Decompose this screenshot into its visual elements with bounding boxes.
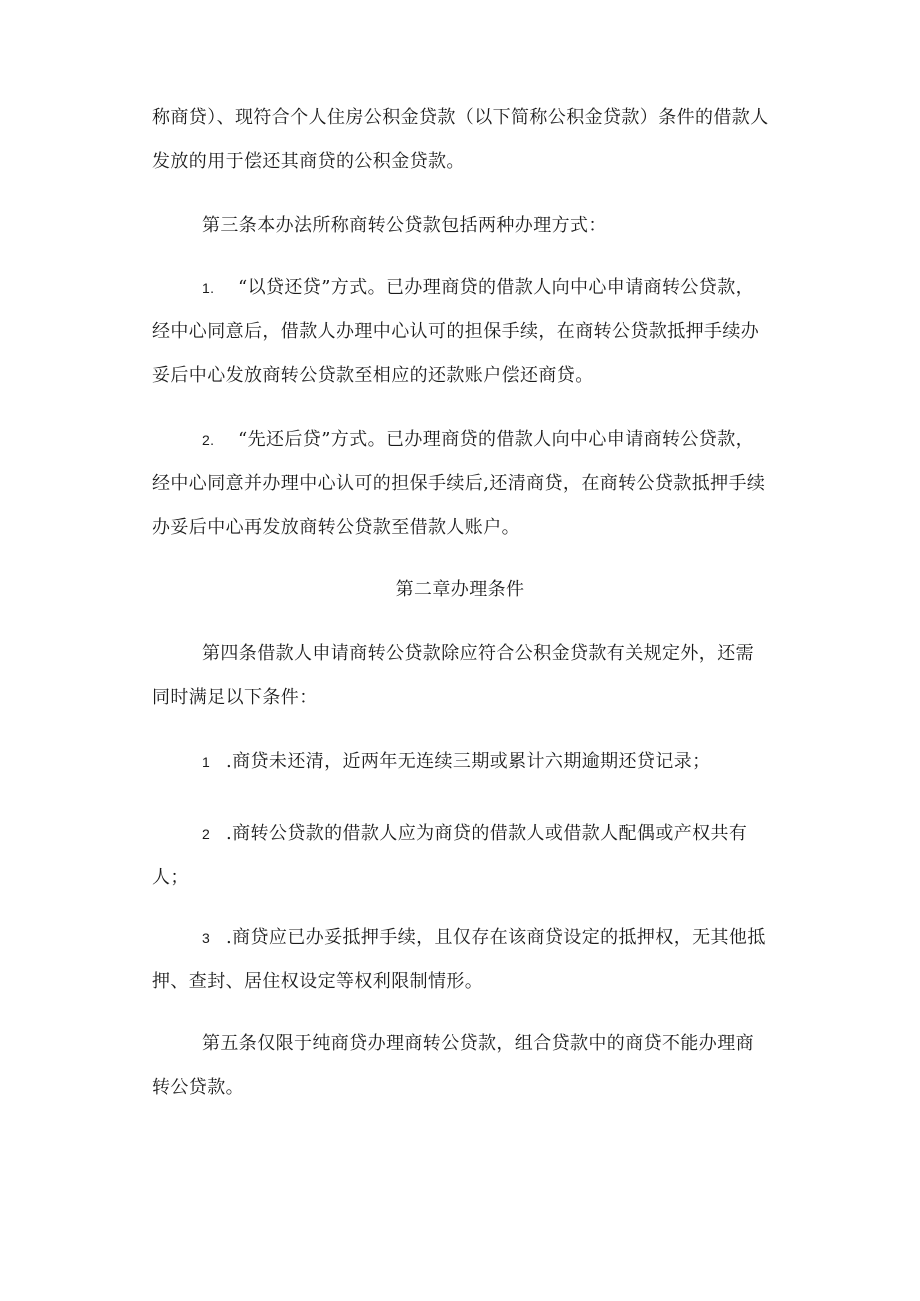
article-4-text: 第四条借款人申请商转公贷款除应符合公积金贷款有关规定外，还需同时满足以下条件： [152,643,754,708]
chapter-2-heading [0,568,920,612]
article-5 [152,1022,772,1110]
condition-1-text: .商贷未还清，近两年无连续三期或累计六期逾期还贷记录； [226,751,711,772]
condition-3-text: .商贷应已办妥抵押手续，且仅存在该商贷设定的抵押权，无其他抵押、查封、居住权设定等权利限制情形。 [152,927,766,992]
article-3 [152,204,772,248]
article-5-text: 第五条仅限于纯商贷办理商转公贷款，组合贷款中的商贷不能办理商转公贷款。 [152,1033,754,1098]
paragraph-text: 称商贷）、现符合个人住房公积金贷款（以下简称公积金贷款）条件的借款人发放的用于偿还其商贷的公积金贷款。 [152,107,769,172]
condition-2-number: 2 [202,826,211,842]
condition-1-number: 1 [202,754,211,770]
condition-3-number: 3 [202,930,211,946]
method-2-number: 2. [202,432,215,448]
chapter-2-title: 第二章办理条件 [395,579,525,600]
paragraph-continuation [152,96,772,184]
method-1-number: 1. [202,280,215,296]
method-2-text: “先还后贷”方式。已办理商贷的借款人向中心申请商转公贷款，经中心同意并办理中心认可的担保手续后,还清商贷，在商转公贷款抵押手续办妥后中心再发放商转公贷款至借款人账户。 [152,429,766,538]
method-1 [152,266,772,398]
article-4 [152,632,772,720]
condition-2-text: .商转公贷款的借款人应为商贷的借款人或借款人配偶或产权共有人； [152,823,748,888]
condition-2 [152,812,772,900]
condition-1 [152,740,772,784]
method-1-text: “以贷还贷”方式。已办理商贷的借款人向中心申请商转公贷款，经中心同意后，借款人办理中心认可的担保手续，在商转公贷款抵押手续办妥后中心发放商转公贷款至相应的还款账户偿还商贷。 [152,277,760,386]
article-3-text: 第三条本办法所称商转公贷款包括两种办理方式： [202,215,607,236]
method-2 [152,418,772,550]
condition-3 [152,916,772,1004]
